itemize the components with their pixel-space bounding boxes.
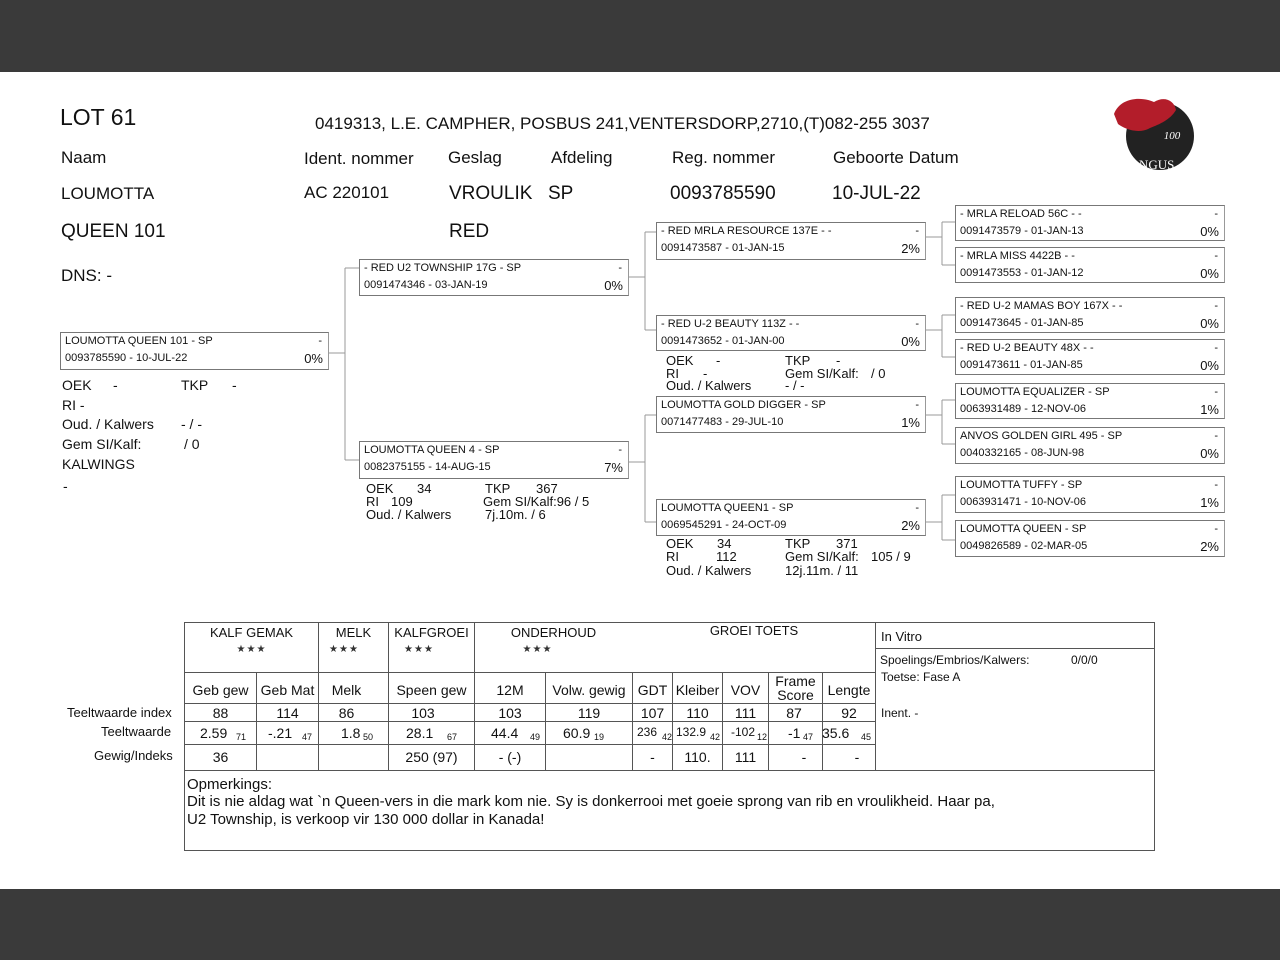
gp1-pct: 2% — [901, 241, 920, 256]
col-kleiber: Kleiber — [675, 682, 720, 698]
logo-text: ANGUS — [1129, 157, 1175, 172]
tw-cell: 132.9 — [676, 725, 707, 739]
gp2-oek-value: - — [716, 353, 721, 368]
remarks-title: Opmerkings: — [187, 776, 273, 793]
gewig-cell: - (-) — [498, 749, 522, 765]
gewig-cell: 36 — [212, 749, 229, 765]
animal-dob: 10-JUL-22 — [832, 183, 921, 204]
tw-acc: 47 — [302, 732, 313, 742]
sire-dash: - — [618, 262, 622, 274]
col-melk: Melk — [331, 682, 362, 698]
stars-kalfgroei: ★★★ — [404, 644, 434, 655]
gp4-name: LOUMOTTA QUEEN1 - SP — [661, 502, 794, 514]
subject-gem-value: / 0 — [184, 436, 200, 452]
ggp6-name: ANVOS GOLDEN GIRL 495 - SP — [960, 430, 1123, 442]
col-gdt: GDT — [637, 682, 668, 698]
kalwings-label: KALWINGS — [62, 456, 135, 472]
tw-acc: 47 — [803, 732, 814, 742]
dam-tkp-label: TKP — [485, 481, 511, 496]
row-label-teeltwaarde: Teeltwaarde — [101, 724, 172, 739]
animal-name-line1: LOUMOTTA — [61, 184, 155, 203]
index-cell: 103 — [411, 705, 435, 721]
gp4-gem-value: 105 / 9 — [871, 549, 911, 564]
subject-tkp-value: - — [232, 377, 237, 393]
gp4-ri-label: RI — [666, 549, 679, 564]
tw-cell: -102 — [731, 725, 756, 739]
dam-reg: 0082375155 - 14-AUG-15 — [364, 461, 491, 473]
label-ident: Ident. nommer — [304, 149, 414, 168]
tw-acc: 45 — [861, 732, 872, 742]
dam-oud-label: Oud. / Kalwers — [366, 507, 452, 522]
stars-melk: ★★★ — [329, 644, 359, 655]
gp4-tkp-label: TKP — [785, 536, 811, 551]
sale-catalog-page — [0, 72, 1280, 889]
gp1-reg: 0091473587 - 01-JAN-15 — [661, 242, 785, 254]
gewig-cell: - — [650, 749, 655, 765]
ggp7-dash: - — [1214, 479, 1218, 491]
ggp5-reg: 0063931489 - 12-NOV-06 — [960, 403, 1086, 415]
gp4-pct: 2% — [901, 518, 920, 533]
index-cell: 111 — [734, 705, 757, 721]
gp3-dash: - — [915, 399, 919, 411]
index-cell: 107 — [640, 705, 665, 721]
gp2-oud-label: Oud. / Kalwers — [666, 378, 752, 393]
tw-acc: 12 — [757, 732, 768, 742]
kalwings-value: - — [63, 478, 68, 494]
ggp7-pct: 1% — [1200, 495, 1219, 510]
row-label-gewig: Gewig/Indeks — [94, 748, 173, 763]
col-geb-mat: Geb Mat — [260, 682, 315, 698]
gp4-dash: - — [915, 502, 919, 514]
dam-oud-value: 7j.10m. / 6 — [485, 507, 546, 522]
col-geb-gew: Geb gew — [192, 682, 249, 698]
gp3-reg: 0071477483 - 29-JUL-10 — [661, 416, 784, 428]
gp2-tkp-value: - — [836, 353, 841, 368]
header-kalf-gemak: KALF GEMAK — [209, 625, 294, 640]
animal-name-line2: QUEEN 101 — [61, 221, 166, 242]
tw-cell: 236 — [637, 725, 658, 739]
toetse: Toetse: Fase A — [881, 670, 961, 684]
gp2-ri-value: - — [703, 366, 708, 381]
ggp6-pct: 0% — [1200, 446, 1219, 461]
index-cell: 103 — [498, 705, 522, 721]
dam-ri-label: RI — [366, 494, 379, 509]
tw-acc: 71 — [236, 732, 247, 742]
ggp5-dash: - — [1214, 386, 1218, 398]
ggp3-reg: 0091473645 - 01-JAN-85 — [960, 317, 1084, 329]
animal-ident: AC 220101 — [304, 183, 390, 202]
ggp6-reg: 0040332165 - 08-JUN-98 — [960, 447, 1085, 459]
ggp5-pct: 1% — [1200, 402, 1219, 417]
tw-cell: -.21 — [268, 725, 293, 741]
ggp1-name: - MRLA RELOAD 56C - - — [960, 208, 1082, 220]
ggp4-pct: 0% — [1200, 358, 1219, 373]
remarks-line1: Dit is nie aldag wat `n Queen-vers in die mark kom nie. Sy is donkerrooi met goeie sprong van rib en vroulikheid. Haar pa, — [187, 793, 995, 810]
col-speen-gew: Speen gew — [396, 682, 467, 698]
gp2-pct: 0% — [901, 334, 920, 349]
tw-acc: 50 — [363, 732, 374, 742]
gp2-oud-value: - / - — [785, 378, 805, 393]
animal-color: RED — [449, 221, 490, 242]
gp4-ri-value: 112 — [716, 549, 737, 564]
label-geboorte: Geboorte Datum — [833, 148, 959, 167]
dam-tkp-value: 367 — [536, 481, 558, 496]
gewig-cell: 110. — [684, 749, 711, 765]
gp2-gem-value: / 0 — [871, 366, 886, 381]
ggp3-name: - RED U-2 MAMAS BOY 167X - - — [960, 300, 1123, 312]
gp1-name: - RED MRLA RESOURCE 137E - - — [661, 225, 832, 237]
gp2-ri-label: RI — [666, 366, 679, 381]
tw-acc: 67 — [447, 732, 458, 742]
subject-oud-label: Oud. / Kalwers — [62, 416, 154, 432]
tw-acc: 42 — [710, 732, 721, 742]
gewig-cell: 111 — [734, 749, 757, 765]
index-cell: 88 — [212, 705, 229, 721]
animal-division: SP — [548, 183, 574, 204]
stars-kalf-gemak: ★★★ — [236, 644, 267, 655]
subject-gem-label: Gem SI/Kalf: — [62, 436, 142, 452]
ggp4-reg: 0091473611 - 01-JAN-85 — [960, 359, 1083, 371]
col-volw-gewig: Volw. gewig — [552, 682, 626, 698]
ggp2-reg: 0091473553 - 01-JAN-12 — [960, 267, 1084, 279]
col-frame-score: Frame Score — [775, 673, 816, 703]
dam-pct: 7% — [604, 460, 623, 475]
gewig-cell: - — [854, 749, 860, 765]
subject-pct: 0% — [304, 351, 323, 366]
header-melk: MELK — [335, 625, 372, 640]
animal-reg: 0093785590 — [670, 183, 776, 204]
label-reg: Reg. nommer — [672, 148, 775, 167]
gp2-name: - RED U-2 BEAUTY 113Z - - — [661, 318, 800, 330]
gp4-tkp-value: 371 — [836, 536, 858, 551]
ggp8-name: LOUMOTTA QUEEN - SP — [960, 523, 1087, 535]
dam-ri-value: 109 — [391, 494, 413, 509]
subject-dash: - — [318, 335, 322, 347]
dns: DNS: - — [61, 266, 112, 285]
sire-name: - RED U2 TOWNSHIP 17G - SP — [364, 262, 522, 274]
ggp2-pct: 0% — [1200, 266, 1219, 281]
ggp7-reg: 0063931471 - 10-NOV-06 — [960, 496, 1086, 508]
ggp8-pct: 2% — [1200, 539, 1219, 554]
index-cell: 110 — [686, 705, 709, 721]
inent: Inent. - — [881, 706, 919, 720]
ggp4-name: - RED U-2 BEAUTY 48X - - — [960, 342, 1094, 354]
gewig-cell: 250 (97) — [405, 749, 458, 765]
col-vov: VOV — [730, 682, 761, 698]
ggp8-dash: - — [1214, 523, 1218, 535]
label-geslag: Geslag — [448, 148, 502, 167]
subject-ri: RI - — [62, 397, 85, 413]
gp2-dash: - — [915, 318, 919, 330]
tw-cell: 28.1 — [406, 725, 434, 741]
index-cell: 86 — [338, 705, 355, 721]
dam-oek-value: 34 — [417, 481, 432, 496]
index-cell: 119 — [577, 705, 601, 721]
gp3-pct: 1% — [901, 415, 920, 430]
invitro-label: In Vitro — [881, 629, 922, 644]
col-lengte: Lengte — [827, 682, 871, 698]
tw-cell: 44.4 — [491, 725, 519, 741]
gp3-name: LOUMOTTA GOLD DIGGER - SP — [661, 399, 826, 411]
ggp8-reg: 0049826589 - 02-MAR-05 — [960, 540, 1088, 552]
gp2-tkp-label: TKP — [785, 353, 811, 368]
stars-onderhoud: ★★★ — [522, 644, 553, 655]
dam-oek-label: OEK — [366, 481, 394, 496]
tw-acc: 49 — [530, 732, 541, 742]
label-naam: Naam — [61, 148, 107, 167]
gp4-oud-value: 12j.11m. / 11 — [785, 563, 859, 578]
index-cell: 87 — [786, 705, 802, 721]
gp4-oek-value: 34 — [717, 536, 732, 551]
header-groei-toets: GROEI TOETS — [709, 623, 799, 638]
sire-reg: 0091474346 - 03-JAN-19 — [364, 279, 488, 291]
dam-gem: Gem SI/Kalf:96 / 5 — [483, 494, 590, 509]
header-onderhoud: ONDERHOUD — [510, 625, 597, 640]
gp2-oek-label: OEK — [666, 353, 694, 368]
tw-acc: 19 — [594, 732, 605, 742]
gp4-oek-label: OEK — [666, 536, 694, 551]
ggp1-pct: 0% — [1200, 224, 1219, 239]
subject-oek-label: OEK — [62, 377, 92, 393]
tw-cell: -1 — [788, 725, 801, 741]
subject-tkp-label: TKP — [181, 377, 209, 393]
epd-table-grid — [0, 72, 1280, 889]
ggp3-pct: 0% — [1200, 316, 1219, 331]
tw-acc: 42 — [662, 732, 673, 742]
subject-oud-value: - / - — [181, 416, 202, 432]
ggp6-dash: - — [1214, 430, 1218, 442]
tw-cell: 35.6 — [822, 725, 850, 741]
row-label-index: Teeltwaarde index — [67, 705, 172, 720]
ggp2-name: - MRLA MISS 4422B - - — [960, 250, 1075, 262]
remarks-line2: U2 Township, is verkoop vir 130 000 dollar in Kanada! — [187, 811, 545, 828]
subject-name: LOUMOTTA QUEEN 101 - SP — [65, 335, 213, 347]
ggp1-reg: 0091473579 - 01-JAN-13 — [960, 225, 1084, 237]
gewig-cell: - — [801, 749, 807, 765]
ggp4-dash: - — [1214, 342, 1218, 354]
label-afdeling: Afdeling — [551, 148, 613, 167]
spoelings-label: Spoelings/Embrios/Kalwers: — [880, 653, 1030, 667]
sire-pct: 0% — [604, 278, 623, 293]
header-kalfgroei: KALFGROEI — [394, 625, 469, 640]
index-cell: 114 — [276, 705, 299, 721]
tw-cell: 1.8 — [341, 725, 361, 741]
logo-number: 100 — [1163, 130, 1181, 142]
animal-sex: VROULIK — [449, 183, 533, 204]
col-12m: 12M — [496, 682, 524, 698]
ggp2-dash: - — [1214, 250, 1218, 262]
gp4-oud-label: Oud. / Kalwers — [666, 563, 752, 578]
subject-reg: 0093785590 - 10-JUL-22 — [65, 352, 188, 364]
breeder-info: 0419313, L.E. CAMPHER, POSBUS 241,VENTERSDORP,2710,(T)082-255 3037 — [315, 114, 930, 133]
lot-number: LOT 61 — [60, 104, 137, 130]
tw-cell: 60.9 — [563, 725, 591, 741]
dam-dash: - — [618, 444, 622, 456]
ggp7-name: LOUMOTTA TUFFY - SP — [960, 479, 1083, 491]
gp4-reg: 0069545291 - 24-OCT-09 — [661, 519, 787, 531]
spoelings-value: 0/0/0 — [1071, 653, 1098, 667]
gp2-gem-label: Gem SI/Kalf: — [785, 366, 859, 381]
gp4-gem-label: Gem SI/Kalf: — [785, 549, 859, 564]
gp1-dash: - — [915, 225, 919, 237]
ggp5-name: LOUMOTTA EQUALIZER - SP — [960, 386, 1110, 398]
gp2-reg: 0091473652 - 01-JAN-00 — [661, 335, 785, 347]
tw-cell: 2.59 — [200, 725, 228, 741]
subject-oek-value: - — [113, 377, 118, 393]
ggp1-dash: - — [1214, 208, 1218, 220]
index-cell: 92 — [841, 705, 857, 721]
ggp3-dash: - — [1214, 300, 1218, 312]
dam-name: LOUMOTTA QUEEN 4 - SP — [364, 444, 500, 456]
